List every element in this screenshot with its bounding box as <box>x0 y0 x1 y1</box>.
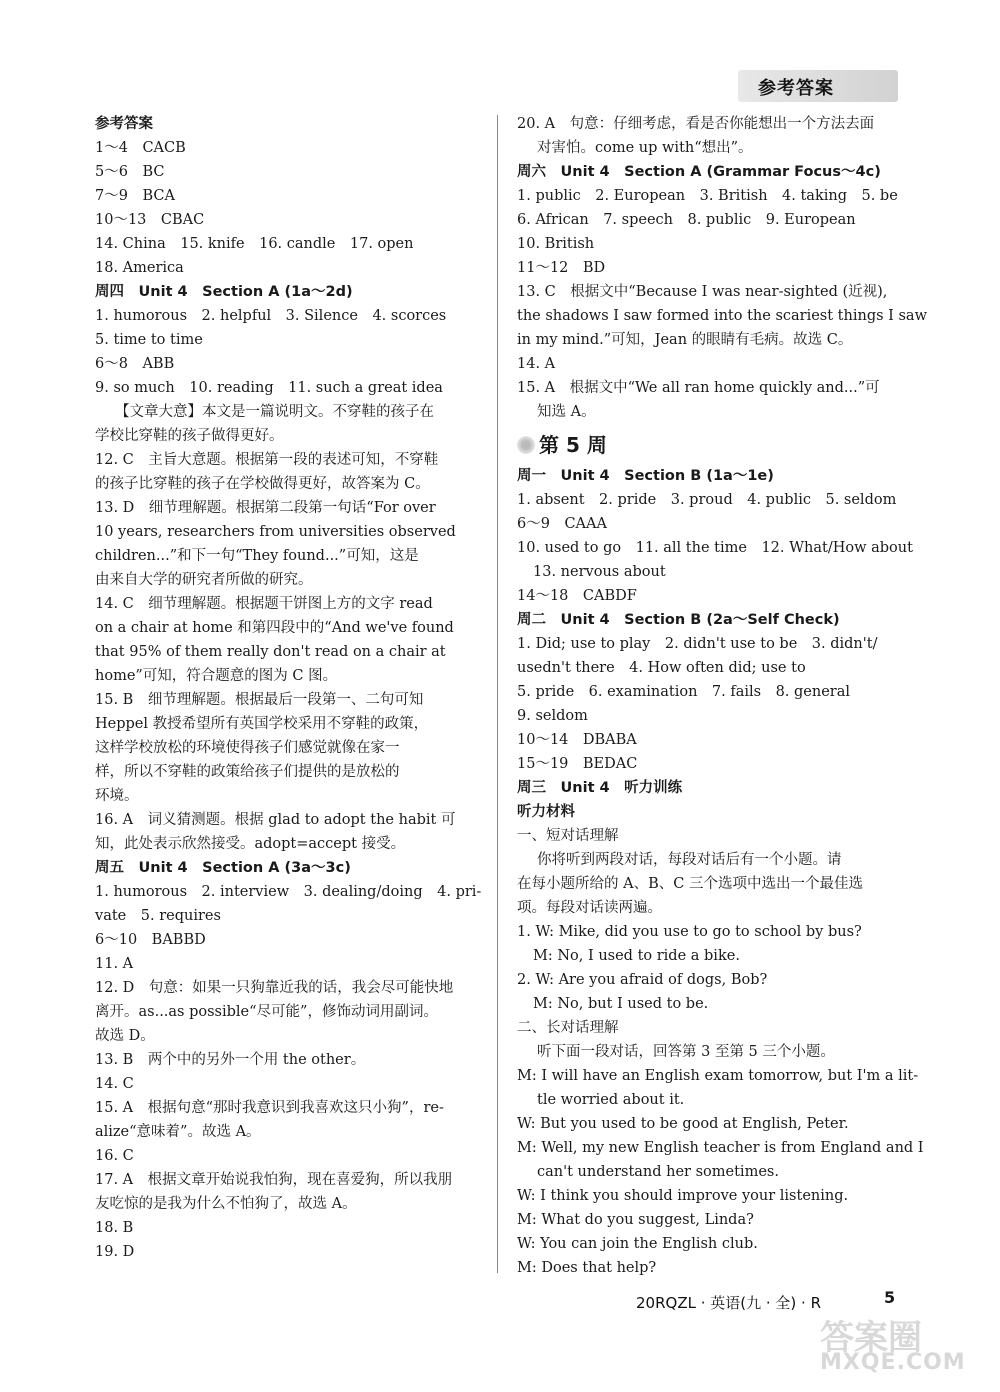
answer-line: 这样学校放松的环境使得孩子们感觉就像在家一 <box>95 740 400 756</box>
answer-line: alize“意味着”。故选 A。 <box>95 1124 261 1140</box>
answer-line: 13. nervous about <box>533 564 666 580</box>
answer-line: W: I think you should improve your listening. <box>517 1188 849 1204</box>
answer-line: 周六 Unit 4 Section A (Grammar Focus～4c) <box>517 164 881 180</box>
answer-line: 13. B 两个中的另外一个用 the other。 <box>95 1052 366 1068</box>
watermark-logo <box>820 1310 990 1380</box>
answer-line: 知选 A。 <box>537 404 596 420</box>
answer-line: 在每小题所给的 A、B、C 三个选项中选出一个最佳选 <box>517 876 863 892</box>
page-number: 5 <box>884 1288 896 1307</box>
answer-line: 6～9 CAAA <box>517 516 607 532</box>
answer-line: 1. absent 2. pride 3. proud 4. public 5. seldom <box>517 492 897 508</box>
answer-line: can't understand her sometimes. <box>537 1164 779 1180</box>
answer-line: 6～10 BABBD <box>95 932 206 948</box>
answer-line: children...”和下一句“They found...”可知，这是 <box>95 548 419 564</box>
answer-line: M: Well, my new English teacher is from England and I <box>517 1140 924 1156</box>
answer-line: 14. A <box>517 356 556 372</box>
answer-line: 周四 Unit 4 Section A (1a～2d) <box>95 284 353 300</box>
answer-line: 听力材料 <box>517 804 575 820</box>
left-column <box>95 112 485 1264</box>
answer-line: 15. A 根据文中“We all ran home quickly and...”可 <box>517 380 880 396</box>
answer-line: usedn't there 4. How often did; use to <box>517 660 806 676</box>
answer-line: 18. B <box>95 1220 134 1236</box>
answer-line: 15. B 细节理解题。根据最后一段第一、二句可知 <box>95 692 424 708</box>
answer-line: 6～8 ABB <box>95 356 175 372</box>
answer-line: 5. pride 6. examination 7. fails 8. general <box>517 684 851 700</box>
answer-line: 17. A 根据文章开始说我怕狗，现在喜爱狗，所以我朋 <box>95 1172 453 1188</box>
answer-line: 周五 Unit 4 Section A (3a～3c) <box>95 860 351 876</box>
right-column <box>517 112 927 1280</box>
answer-line: M: I will have an English exam tomorrow, but I'm a lit- <box>517 1068 919 1084</box>
answer-line: that 95% of them really don't read on a chair at <box>95 644 446 660</box>
footer-code: 20RQZL · 英语(九 · 全) · R <box>636 1294 821 1312</box>
answer-line: 15～19 BEDAC <box>517 756 638 772</box>
answer-line: 7～9 BCA <box>95 188 175 204</box>
week-title: 第 5 周 <box>539 433 607 457</box>
answer-line: 【文章大意】本文是一篇说明文。不穿鞋的孩子在 <box>115 404 434 420</box>
answer-line: 14. China 15. knife 16. candle 17. open <box>95 236 414 252</box>
answer-line: 1～4 CACB <box>95 140 186 156</box>
column-divider <box>497 115 498 1273</box>
answer-line: 周三 Unit 4 听力训练 <box>517 780 683 796</box>
answer-line: 10～13 CBAC <box>95 212 205 228</box>
answer-line: 2. W: Are you afraid of dogs, Bob? <box>517 972 768 988</box>
answer-line: 1. public 2. European 3. British 4. taking 5. be <box>517 188 898 204</box>
answer-line: 1. humorous 2. helpful 3. Silence 4. scorces <box>95 308 447 324</box>
right-column-part-b <box>517 464 924 1280</box>
answer-line: 一、短对话理解 <box>517 828 619 844</box>
answer-line: 6. African 7. speech 8. public 9. European <box>517 212 856 228</box>
answer-line: 14. C <box>95 1076 134 1092</box>
answer-line: 12. D 句意：如果一只狗靠近我的话，我会尽可能快地 <box>95 980 454 996</box>
answer-line: 对害怕。come up with“想出”。 <box>537 140 753 156</box>
section-header-tag <box>738 70 898 102</box>
answer-line: 14～18 CABDF <box>517 588 637 604</box>
answer-line: 由来自大学的研究者所做的研究。 <box>95 572 313 588</box>
answer-line: 5～6 BC <box>95 164 165 180</box>
watermark-text: 答案圈 <box>820 1318 922 1358</box>
week-heading <box>517 426 907 464</box>
answer-line: 11～12 BD <box>517 260 606 276</box>
answer-line: 10～14 DBABA <box>517 732 637 748</box>
answer-line: on a chair at home 和第四段中的“And we've found <box>95 620 454 636</box>
answer-line: 13. C 根据文中“Because I was near-sighted (近视), <box>517 284 888 300</box>
answer-line: 12. C 主旨大意题。根据第一段的表述可知，不穿鞋 <box>95 452 439 468</box>
answer-line: 你将听到两段对话，每段对话后有一个小题。请 <box>537 852 842 868</box>
watermark-url: MXQE.COM <box>820 1350 966 1375</box>
answer-line: 5. time to time <box>95 332 203 348</box>
answer-line: 周二 Unit 4 Section B (2a～Self Check) <box>517 612 840 628</box>
answer-line: 18. America <box>95 260 184 276</box>
answer-line: 离开。as...as possible“尽可能”，修饰动词用副词。 <box>95 1004 438 1020</box>
answer-line: 9. seldom <box>517 708 588 724</box>
answer-line: M: No, but I used to be. <box>533 996 709 1012</box>
answer-line: 友吃惊的是我为什么不怕狗了，故选 A。 <box>95 1196 357 1212</box>
answer-line: 二、长对话理解 <box>517 1020 619 1036</box>
answer-line: Heppel 教授希望所有英国学校采用不穿鞋的政策， <box>95 716 429 732</box>
answer-line: 1. W: Mike, did you use to go to school by bus? <box>517 924 862 940</box>
answer-line: 项。每段对话读两遍。 <box>517 900 662 916</box>
header-title: 参考答案 <box>758 78 834 99</box>
answer-line: M: What do you suggest, Linda? <box>517 1212 754 1228</box>
answer-line: 15. A 根据句意“那时我意识到我喜欢这只小狗”，re- <box>95 1100 444 1116</box>
answer-line: 参考答案 <box>95 116 153 132</box>
answer-line: 20. A 句意：仔细考虑，看是否你能想出一个方法去面 <box>517 116 875 132</box>
answer-line: the shadows I saw formed into the scariest things I saw <box>517 308 927 324</box>
answer-line: vate 5. requires <box>95 908 221 924</box>
answer-line: 13. D 细节理解题。根据第二段第一句话“For over <box>95 500 436 516</box>
answer-line: home”可知，符合题意的图为 C 图。 <box>95 668 338 684</box>
answer-line: 10 years, researchers from universities observed <box>95 524 456 540</box>
right-column-part-a <box>517 112 927 424</box>
answer-line: M: Does that help? <box>517 1260 657 1276</box>
answer-line: 1. humorous 2. interview 3. dealing/doing 4. pri- <box>95 884 482 900</box>
answer-line: 学校比穿鞋的孩子做得更好。 <box>95 428 284 444</box>
answer-line: 10. used to go 11. all the time 12. What/How about <box>517 540 913 556</box>
answer-line: 19. D <box>95 1244 135 1260</box>
answer-line: 故选 D。 <box>95 1028 155 1044</box>
week-bullet-icon <box>517 436 535 454</box>
answer-line: 1. Did; use to play 2. didn't use to be 3. didn't/ <box>517 636 878 652</box>
answer-line: 10. British <box>517 236 595 252</box>
answer-line: M: No, I used to ride a bike. <box>533 948 740 964</box>
answer-line: 的孩子比穿鞋的孩子在学校做得更好，故答案为 C。 <box>95 476 430 492</box>
answer-line: W: You can join the English club. <box>517 1236 758 1252</box>
answer-line: 16. C <box>95 1148 134 1164</box>
answer-line: 样，所以不穿鞋的政策给孩子们提供的是放松的 <box>95 764 400 780</box>
answer-line: 14. C 细节理解题。根据题干饼图上方的文字 read <box>95 596 433 612</box>
answer-line: 16. A 词义猜测题。根据 glad to adopt the habit 可 <box>95 812 456 828</box>
answer-line: 周一 Unit 4 Section B (1a～1e) <box>517 468 774 484</box>
answer-line: 知，此处表示欣然接受。adopt=accept 接受。 <box>95 836 406 852</box>
answer-line: 听下面一段对话，回答第 3 至第 5 三个小题。 <box>537 1044 835 1060</box>
answer-line: W: But you used to be good at English, Peter. <box>517 1116 849 1132</box>
answer-line: 环境。 <box>95 788 139 804</box>
answer-line: in my mind.”可知，Jean 的眼睛有毛病。故选 C。 <box>517 332 853 348</box>
answer-line: tle worried about it. <box>537 1092 685 1108</box>
answer-line: 9. so much 10. reading 11. such a great idea <box>95 380 443 396</box>
answer-line: 11. A <box>95 956 134 972</box>
